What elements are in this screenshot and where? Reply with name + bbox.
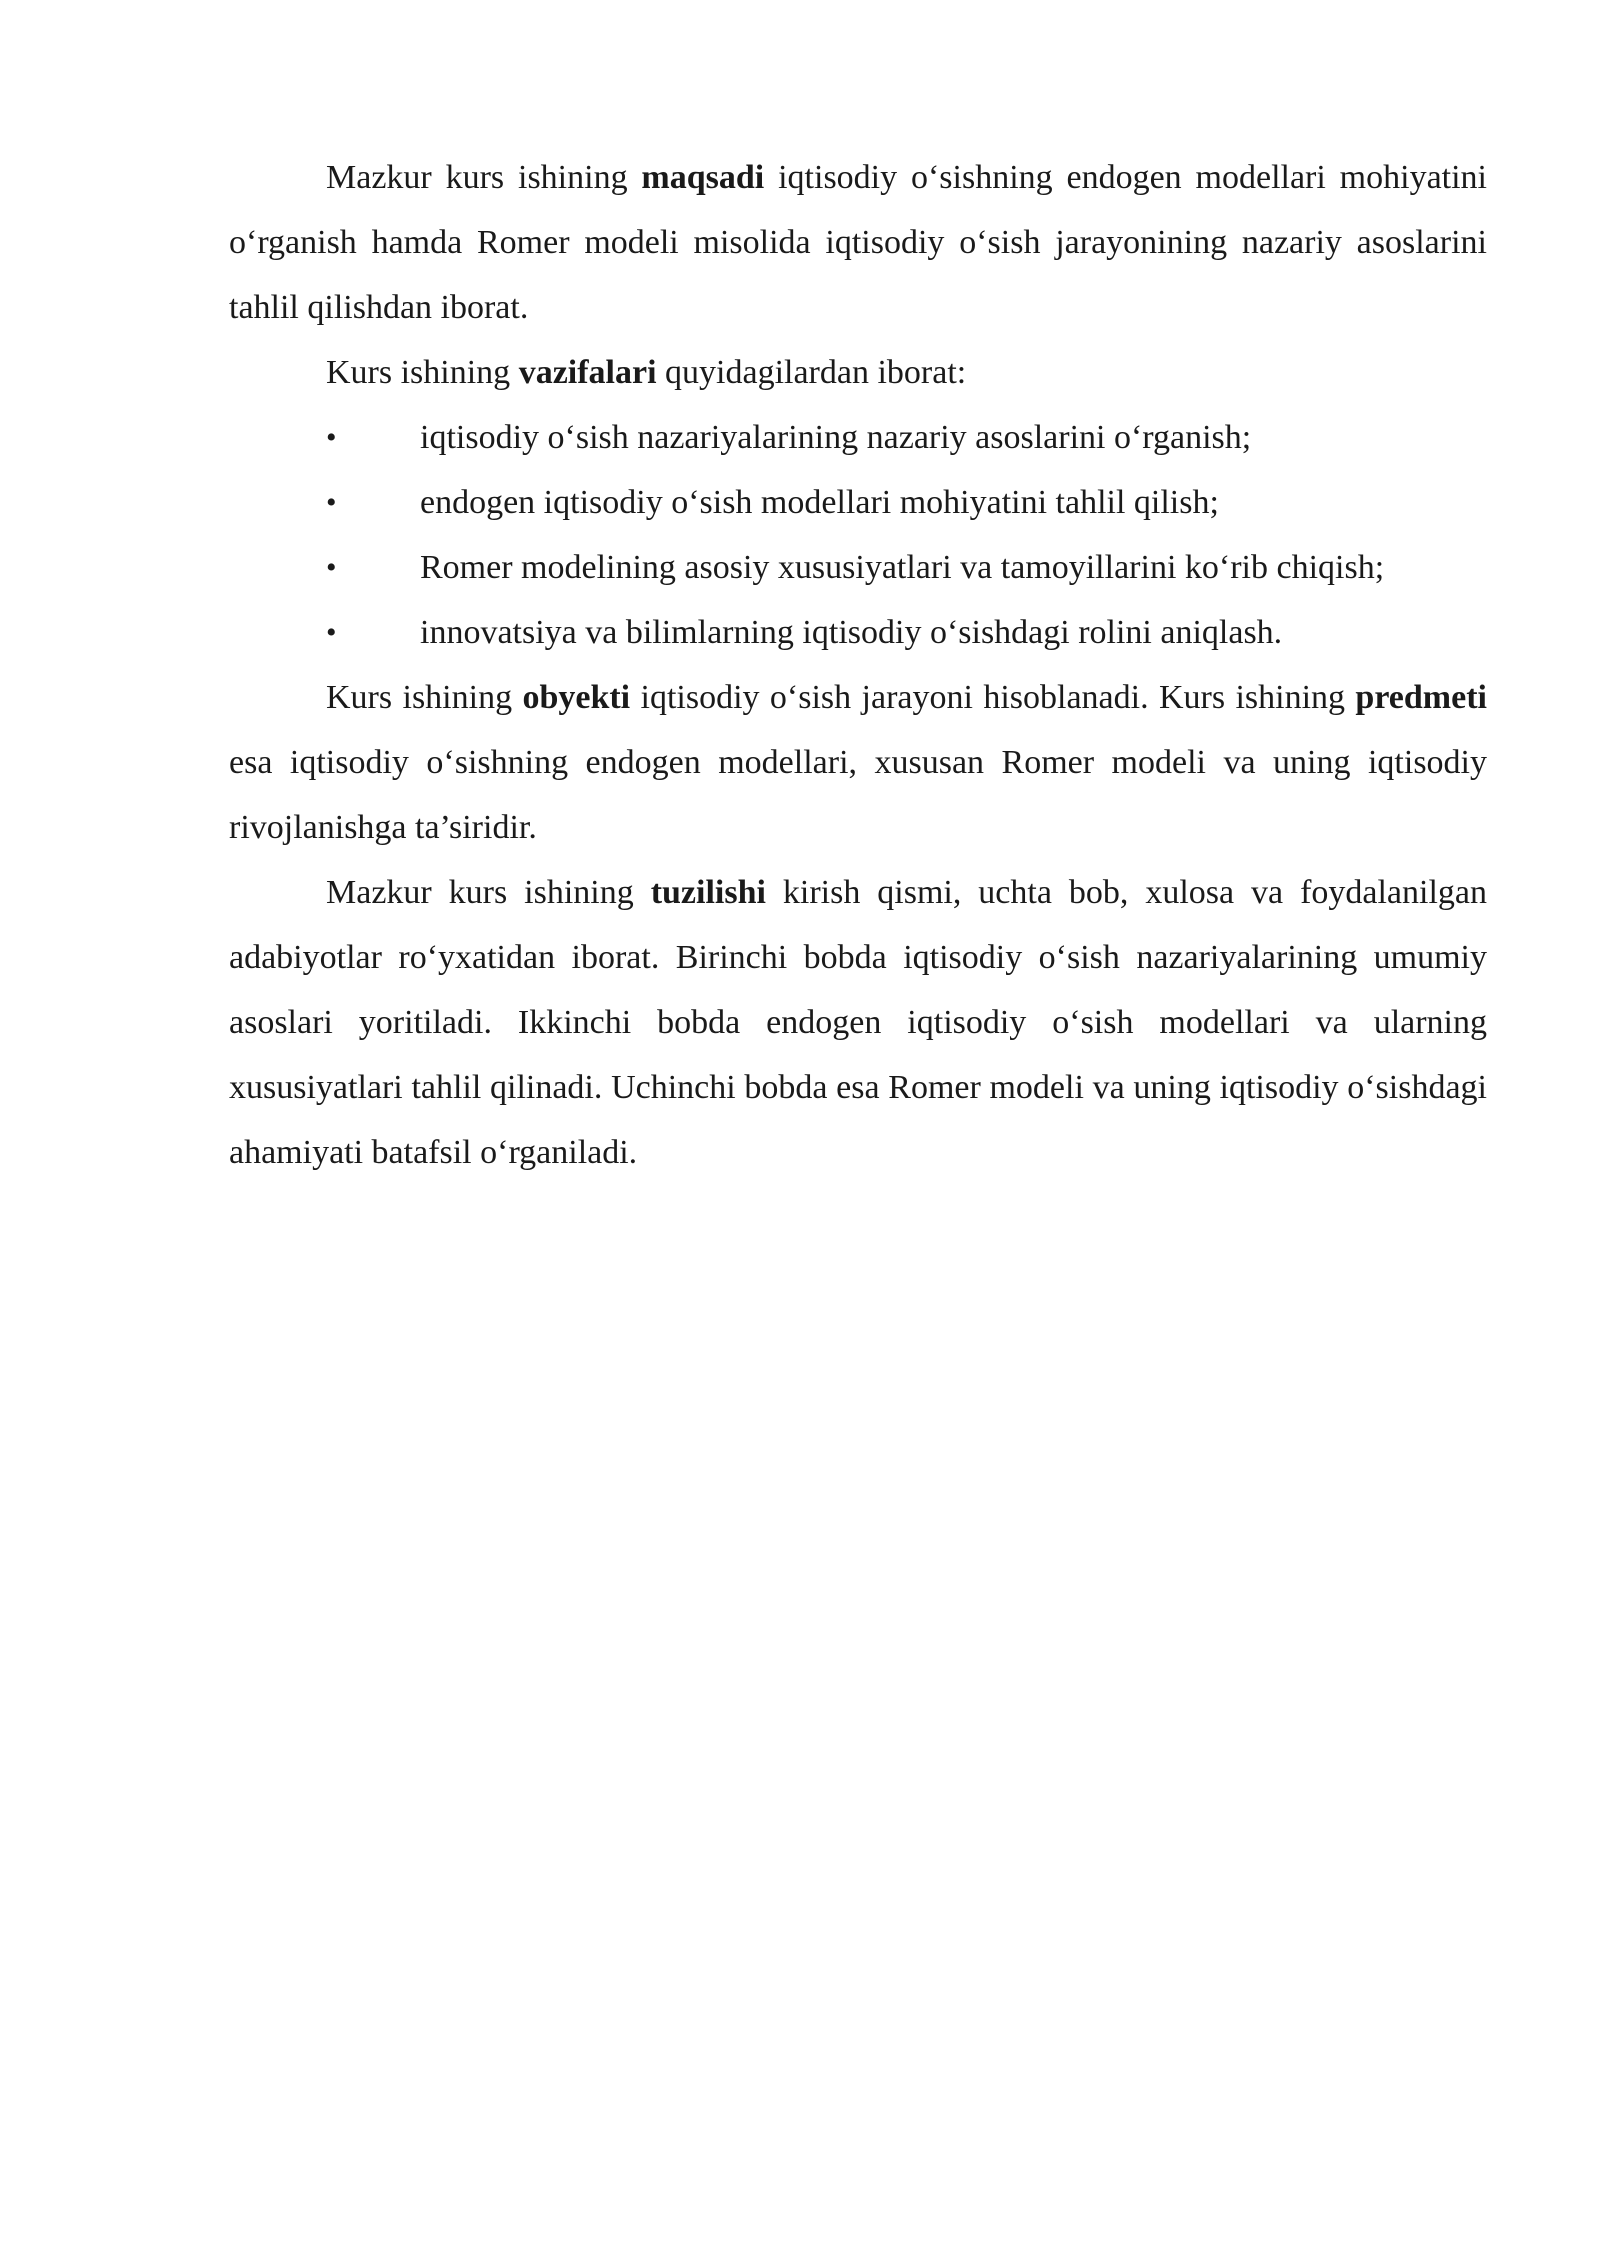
paragraph-object-subject: [229, 665, 1487, 860]
bold-term-predmeti: predmeti: [1355, 679, 1487, 716]
paragraph-text: esa iqtisodiy o‘sishning endogen modellari, xususan Romer modeli va uning iqtisodiy rivojlanishga ta’siridir.: [229, 744, 1487, 846]
list-item-text: iqtisodiy o‘sish nazariyalarining nazariy asoslarini o‘rganish;: [420, 419, 1252, 456]
paragraph-text: kirish qismi, uchta bob, xulosa va foydalanilgan adabiyotlar ro‘yxatidan iborat. Birinchi bobda iqtisodiy o‘sish nazariyalarining umumiy asoslari yoritiladi. Ikkinchi bobda endogen iqtisodiy o‘sish modellari va ularning xususiyatlari tahlil qilinadi. Uchinchi bobda esa Romer modeli va uning iqtisodiy o‘sishdagi ahamiyati batafsil o‘rganiladi.: [229, 874, 1488, 1171]
paragraph-text: iqtisodiy o‘sishning endogen modellari mohiyatini o‘rganish hamda Romer modeli misolida iqtisodiy o‘sish jarayonining nazariy asoslarini tahlil qilishdan iborat.: [229, 159, 1487, 326]
list-item: [229, 535, 1487, 600]
list-item-text: innovatsiya va bilimlarning iqtisodiy o‘sishdagi rolini aniqlash.: [420, 614, 1283, 651]
bullet-icon: •: [326, 551, 337, 584]
paragraph-text: quyidagilardan iborat:: [656, 354, 967, 391]
paragraph-text: Kurs ishining: [326, 354, 519, 391]
list-item: [229, 600, 1487, 665]
list-item-text: endogen iqtisodiy o‘sish modellari mohiyatini tahlil qilish;: [420, 484, 1219, 521]
paragraph-text: Kurs ishining: [326, 679, 523, 716]
paragraph-tasks-intro: [229, 340, 1487, 405]
paragraph-goal: [229, 145, 1487, 340]
bold-term-maqsadi: maqsadi: [641, 159, 765, 196]
paragraph-text: Mazkur kurs ishining: [326, 874, 651, 911]
list-item: [229, 405, 1487, 470]
list-item-text: Romer modelining asosiy xususiyatlari va tamoyillarini ko‘rib chiqish;: [420, 549, 1385, 586]
paragraph-text: iqtisodiy o‘sish jarayoni hisoblanadi. Kurs ishining: [630, 679, 1356, 716]
bullet-icon: •: [326, 486, 337, 519]
bold-term-vazifalari: vazifalari: [518, 354, 657, 391]
bold-term-tuzilishi: tuzilishi: [650, 874, 766, 911]
list-item: [229, 470, 1487, 535]
bold-term-obyekti: obyekti: [522, 679, 631, 716]
bullet-icon: •: [326, 616, 337, 649]
paragraph-structure: [229, 860, 1487, 1185]
document-body: [229, 145, 1487, 1185]
paragraph-text: Mazkur kurs ishining: [326, 159, 642, 196]
bullet-icon: •: [326, 421, 337, 454]
tasks-list: [229, 405, 1487, 665]
